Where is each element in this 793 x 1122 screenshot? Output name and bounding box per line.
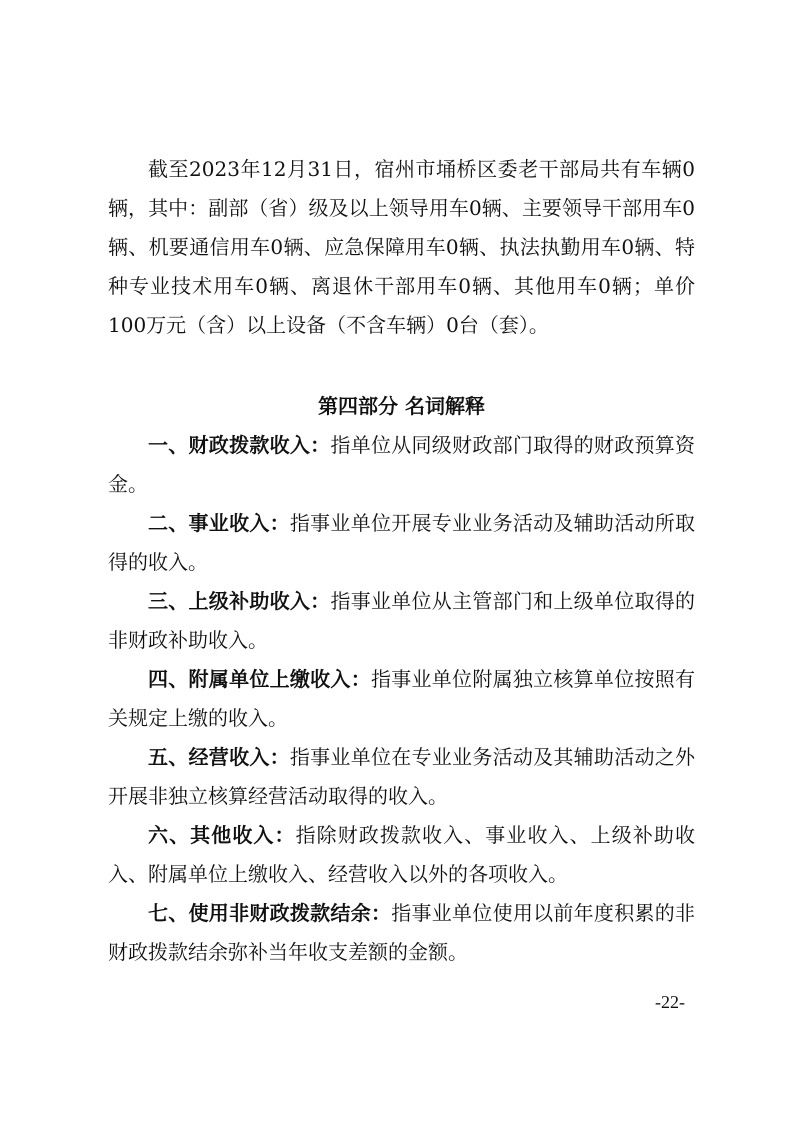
- definition-text: 指除财政拨款收入、事业收入、上级补助收入、附属单位上缴收入、经营收入以外的各项收入。: [108, 823, 696, 886]
- definition-4: [108, 660, 695, 738]
- definition-7: [108, 894, 695, 972]
- definition-2: [108, 504, 695, 582]
- page-number: -22-: [655, 992, 685, 1012]
- definition-1: [108, 426, 695, 504]
- definition-text: 指事业单位开展专业业务活动及辅助活动所取得的收入。: [108, 511, 696, 574]
- definition-5: [108, 738, 695, 816]
- definition-term: 一、财政拨款收入：: [148, 433, 331, 457]
- definition-term: 五、经营收入：: [148, 745, 290, 769]
- intro-paragraph: 截至2023年12月31日，宿州市埇桥区委老干部局共有车辆0辆，其中：副部（省）级及以上领导用车0辆、主要领导干部用车0辆、机要通信用车0辆、应急保障用车0辆、执法执勤用车0辆、特种专业技术用车0辆、离退休干部用车0辆、其他用车0辆；单价100万元（含）以上设备（不含车辆）0台（套）。: [108, 157, 695, 337]
- definition-text: 指事业单位从主管部门和上级单位取得的非财政补助收入。: [108, 589, 696, 652]
- definition-text: 指事业单位在专业业务活动及其辅助活动之外开展非独立核算经营活动取得的收入。: [108, 745, 696, 808]
- definition-3: [108, 582, 695, 660]
- definition-text: 指事业单位附属独立核算单位按照有关规定上缴的收入。: [108, 667, 696, 730]
- definition-text: 指单位从同级财政部门取得的财政预算资金。: [108, 433, 696, 496]
- definition-6: [108, 816, 695, 894]
- definition-term: 四、附属单位上缴收入：: [148, 667, 371, 691]
- definition-term: 七、使用非财政拨款结余：: [148, 901, 392, 925]
- definition-term: 六、其他收入：: [148, 823, 296, 847]
- definition-term: 三、上级补助收入：: [148, 589, 331, 613]
- definition-term: 二、事业收入：: [148, 511, 290, 535]
- page-content: [108, 150, 695, 972]
- section-title: 第四部分 名词解释: [318, 394, 485, 418]
- definition-text: 指事业单位使用以前年度积累的非财政拨款结余弥补当年收支差额的金额。: [108, 901, 696, 964]
